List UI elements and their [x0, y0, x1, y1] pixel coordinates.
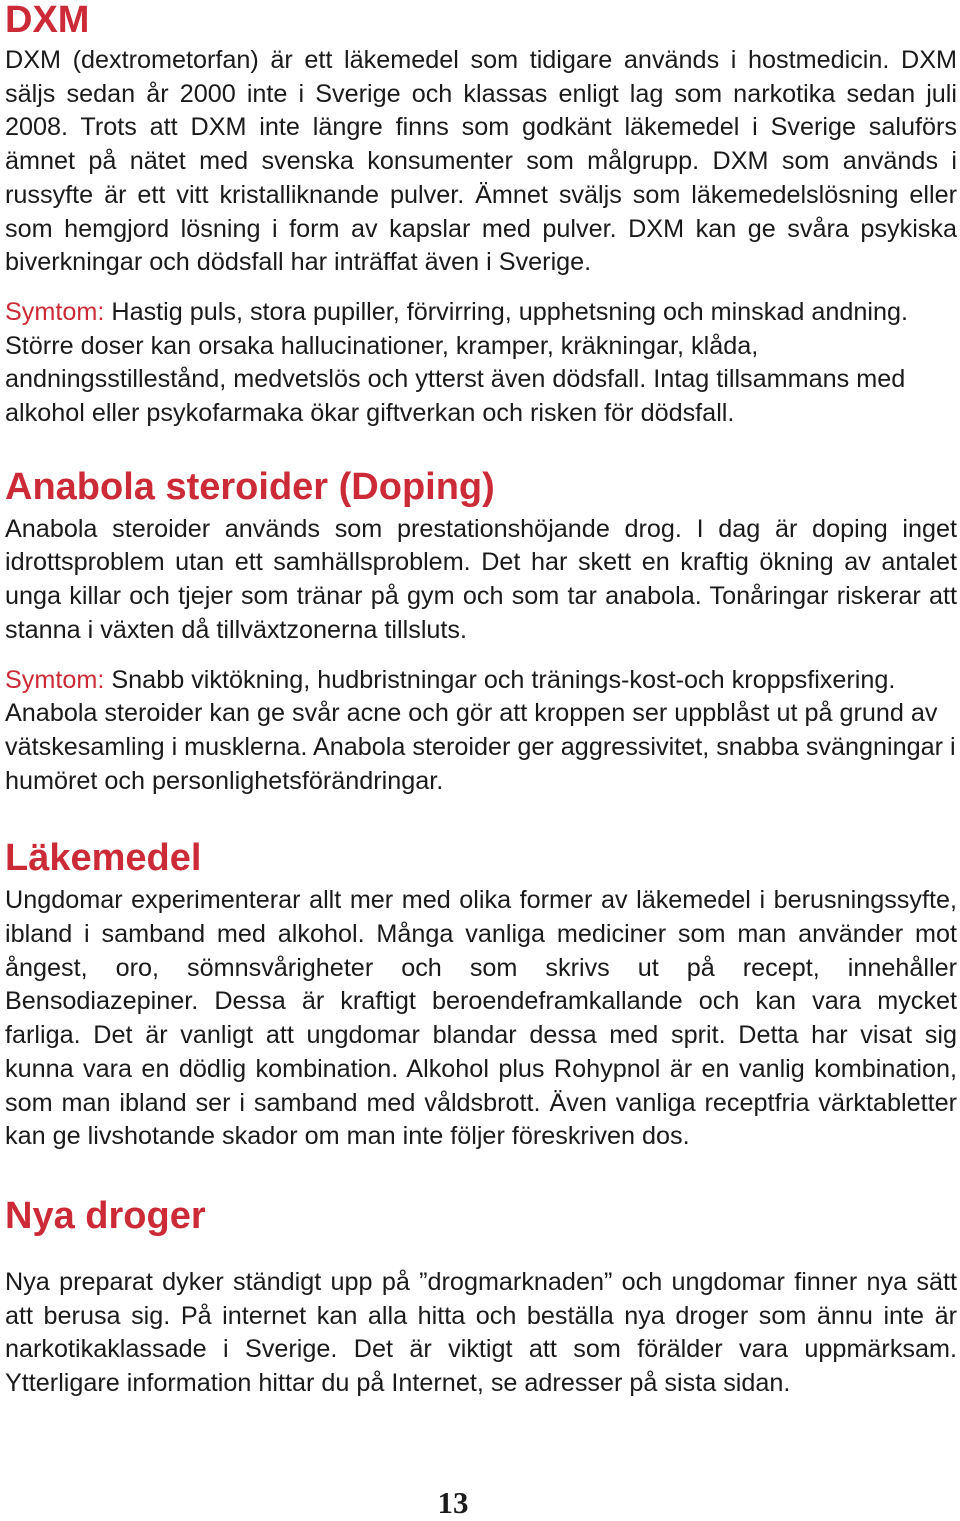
symtom-paragraph-anabola: [5, 664, 957, 799]
symtom-paragraph-dxm: [5, 296, 957, 431]
section-title-nya-droger: Nya droger: [5, 1194, 206, 1237]
symtom-label-dxm: Symtom:: [5, 297, 105, 326]
section-body-dxm: DXM (dextrometorfan) är ett läkemedel som tidigare används i hostmedicin. DXM säljs sedan år 2000 inte i Sverige och klassas enligt lag som narkotika sedan juli 2008. Trots att DXM inte längre finns som godkänt läkemedel i Sverige saluförs ämnet på nätet med svenska konsumenter som målgrupp. DXM som används i russyfte är ett vitt kristalliknande pulver. Ämnet sväljs som läkemedelslösning eller som hemgjord lösning i form av kapslar med pulver. DXM kan ge svåra psykiska biverkningar och dödsfall har inträffat även i Sverige.: [5, 46, 957, 277]
symtom-text-dxm: Hastig puls, stora pupiller, förvirring, upphetsning och minskad andning. Större doser kan orsaka hallucinationer, kramper, kräkningar, klåda, andningsstillestånd, medvetslös och ytterst även dödsfall. Intag tillsammans med alkohol eller psykofarmaka ökar giftverkan och risken för dödsfall.: [5, 297, 909, 428]
symtom-text-anabola: Snabb viktökning, hudbristningar och tränings-kost-och kroppsfixering. Anabola steroider kan ge svår acne och gör att kroppen ser uppblåst ut på grund av vätskesamling i musklerna. Anabola steroider ger aggressivitet, snabba svängningar i humöret och personlighetsförändringar.: [5, 665, 956, 795]
symtom-label-anabola: Symtom:: [5, 665, 105, 694]
section-body-anabola: Anabola steroider används som prestationshöjande drog. I dag är doping inget idrottsproblem utan ett samhällsproblem. Det har skett en kraftig ökning av antalet unga killar och tjejer som tränar på gym och som tar anabola. Tonåringar riskerar att stanna i växten då tillväxtzonerna tillsluts.: [5, 514, 957, 644]
section-body-nya-droger: Nya preparat dyker ständigt upp på ”drogmarknaden” och ungdomar finner nya sätt att berusa sig. På internet kan alla hitta och beställa nya droger som ännu inte är narkotikaklassade i Sverige. Det är viktigt att som förälder vara uppmärksam. Ytterligare information hittar du på Internet, se adresser på sista sidan.: [5, 1267, 957, 1398]
section-lakemedel: [5, 838, 957, 1154]
section-dxm: [5, 0, 957, 431]
section-title-lakemedel: Läkemedel: [5, 837, 202, 880]
section-anabola: [5, 467, 957, 799]
section-title-dxm: DXM: [5, 0, 90, 41]
section-title-anabola: Anabola steroider (Doping): [5, 465, 495, 508]
page-number: 13: [437, 1485, 469, 1520]
section-body-lakemedel: Ungdomar experimenterar allt mer med olika former av läkemedel i berusningssyfte, ibland i samband med alkohol. Många vanliga mediciner som man använder mot ångest, oro, sömnsvårigheter och som skrivs ut på recept, innehåller Bensodiazepiner. Dessa är kraftigt beroendeframkallande och kan vara mycket farliga. Det är vanligt att ungdomar blandar dessa med sprit. Detta har visat sig kunna vara en dödlig kombination. Alkohol plus Rohypnol är en vanlig kombination, som man ibland ser i samband med våldsbrott. Även vanliga receptfria värktabletter kan ge livshotande skador om man inte följer föreskriven dos.: [5, 886, 957, 1151]
section-nya-droger: [5, 1196, 957, 1401]
